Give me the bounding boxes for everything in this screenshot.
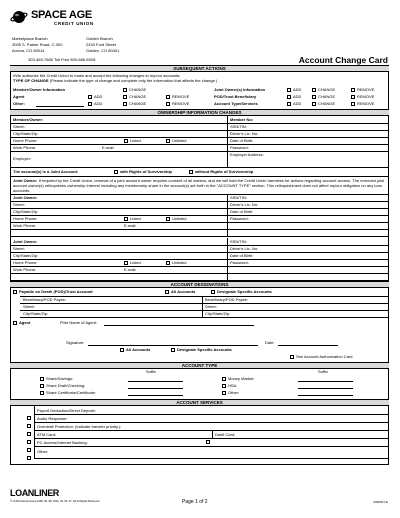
- row-divider: [34, 458, 389, 459]
- row-divider: [20, 317, 389, 318]
- row-divider: [10, 123, 389, 124]
- joint-owner-2-unlisted[interactable]: Unlisted: [166, 260, 186, 265]
- checkbox[interactable]: [123, 95, 127, 99]
- ssn-field[interactable]: SSN/TIN:: [230, 124, 247, 129]
- agent-date-field[interactable]: Date:: [265, 340, 275, 345]
- suffix-line: [128, 381, 183, 382]
- date-line: [278, 345, 338, 346]
- authorization-text: I/We authorize the Credit Union to make and accept the following changes to my/our accounts:: [13, 73, 181, 78]
- branch-marketplace-city: Aurora, CO 80014: [12, 48, 45, 53]
- overdraft-protection-label: Overdraft Protection: (Indicate transfer priority.):: [37, 424, 122, 429]
- checkbox[interactable]: [165, 290, 169, 294]
- joint-change-option[interactable]: CHANGE: [312, 87, 335, 92]
- suffix-line: [298, 395, 353, 396]
- page-number: Page 1 of 2: [182, 499, 208, 505]
- date-of-birth-field[interactable]: Date of Birth:: [230, 138, 254, 143]
- checkbox[interactable]: [124, 261, 128, 265]
- branch-marketplace-street: 3005 S. Parker Road, C-300: [12, 42, 63, 47]
- checkbox[interactable]: [351, 88, 355, 92]
- suffix-line: [298, 388, 353, 389]
- row-divider: [10, 130, 389, 131]
- checkbox[interactable]: [211, 290, 215, 294]
- member-owner-change-option[interactable]: CHANGE: [123, 87, 146, 92]
- beneficiary-1-field[interactable]: Beneficiary/POD Payee:: [23, 297, 67, 302]
- checkbox[interactable]: [351, 102, 355, 106]
- employer-address-field[interactable]: Employer Address:: [230, 152, 264, 157]
- agent-option[interactable]: Agent: [13, 320, 30, 325]
- money-market-option[interactable]: Money Market:: [222, 376, 254, 381]
- checkbox[interactable]: [120, 348, 124, 352]
- other-account-option[interactable]: Other:: [222, 390, 239, 395]
- agent-signature-field[interactable]: Signature:: [66, 340, 85, 345]
- joint-owner-2-email[interactable]: E-mail:: [124, 267, 137, 272]
- all-accounts-option[interactable]: All Accounts: [165, 289, 195, 294]
- designate-specific-option[interactable]: Designate Specific Accounts: [211, 289, 272, 294]
- joint-owner-1-city[interactable]: City/State/Zip:: [13, 209, 39, 214]
- row-divider: [10, 194, 389, 195]
- joint-owner-1-street[interactable]: Street:: [13, 202, 25, 207]
- debit-card-label: Debit Card:: [215, 432, 236, 437]
- row-divider: [10, 236, 389, 237]
- password-field[interactable]: Password:: [230, 145, 249, 150]
- joint-owner-2-dob[interactable]: Date of Birth:: [230, 253, 254, 258]
- planet-icon: [10, 8, 28, 26]
- checkbox[interactable]: [222, 377, 226, 381]
- agent-all-accounts-option[interactable]: All Accounts: [120, 347, 150, 352]
- suffix-header-right: Suffix: [318, 369, 328, 374]
- joint-owner-1-home-phone[interactable]: Home Phone:: [13, 216, 38, 221]
- checkbox[interactable]: [312, 95, 316, 99]
- row-divider: [10, 229, 389, 230]
- suffix-line: [128, 395, 183, 396]
- branch-golden-name: Golden Branch: [86, 36, 113, 41]
- row-divider: [10, 266, 389, 267]
- checkbox[interactable]: [123, 88, 127, 92]
- section-account-services: ACCOUNT SERVICES: [10, 399, 389, 406]
- without-survivorship-option[interactable]: without Rights of Survivorship: [189, 169, 253, 174]
- joint-owner-info-label: Joint Owner(s) Information: [214, 87, 266, 92]
- joint-owner-disclosure: Joint Owner: If required by the Credit Union, removal of a joint account owner requires consent of all owners, and we will hold the Credit Union harmless for actions regarding account access. The removed joint account owner(s) relinquishes ownership interest including any membership share in the account(s) set forth in the "ACCOUNT TYPE" section. This relinquishment does not affect my/our obligation on any loan accounts.: [13, 178, 385, 193]
- member-no-field[interactable]: Member No:: [230, 117, 254, 122]
- home-phone-field[interactable]: Home Phone:: [13, 138, 38, 143]
- row-divider: [34, 422, 389, 423]
- unlisted-option[interactable]: Unlisted: [166, 138, 186, 143]
- pod-remove-option[interactable]: REMOVE: [351, 94, 374, 99]
- checkbox[interactable]: [166, 139, 170, 143]
- suffix-line: [128, 388, 183, 389]
- pod-add-option[interactable]: ADD: [287, 94, 301, 99]
- row-divider: [10, 208, 389, 209]
- joint-owner-2-dl[interactable]: Driver's Lic. No:: [230, 246, 259, 251]
- agent-row-label: Agent: [13, 94, 25, 99]
- checkbox[interactable]: [312, 88, 316, 92]
- joint-owner-2-work-phone[interactable]: Work Phone:: [13, 267, 37, 272]
- copyright-text: © CUNA Mutual Group 1990, 96, 98, 2003, 03, 06, 07, 09 All Rights Reserved: [10, 500, 100, 503]
- other-service-label: Other:: [37, 449, 49, 454]
- row-divider: [10, 176, 389, 177]
- joint-owner-1-unlisted[interactable]: Unlisted: [166, 216, 186, 221]
- print-name-line: [104, 325, 254, 326]
- joint-remove-option[interactable]: REMOVE: [351, 87, 374, 92]
- checkbox[interactable]: [27, 456, 31, 460]
- beneficiary-2-field[interactable]: Beneficiary/POD Payee:: [205, 297, 249, 302]
- beneficiary-1-street[interactable]: Street:: [23, 304, 35, 309]
- beneficiary-2-city[interactable]: City/State/Zip:: [205, 311, 231, 316]
- services-add-option[interactable]: ADD: [287, 101, 301, 106]
- checkbox[interactable]: [40, 384, 44, 388]
- checkbox[interactable]: [123, 102, 127, 106]
- joint-owner-2-field[interactable]: Joint Owner:: [13, 239, 38, 244]
- checkbox[interactable]: [40, 377, 44, 381]
- row-divider: [10, 273, 389, 274]
- city-state-zip-field[interactable]: City/State/Zip:: [13, 131, 39, 136]
- agent-remove-option[interactable]: REMOVE: [166, 94, 189, 99]
- member-owner-info-label: Member/Owner Information: [13, 87, 66, 92]
- loanliner-logo: LOANLINER: [10, 488, 59, 498]
- payroll-deduction-label: Payroll Deduction/Direct Deposit:: [37, 408, 96, 413]
- joint-owner-1-password[interactable]: Password:: [230, 216, 249, 221]
- service-checkbox-debit[interactable]: [206, 433, 212, 451]
- section-account-designations: ACCOUNT DESIGNATIONS: [10, 281, 389, 288]
- joint-owner-1-email[interactable]: E-mail:: [124, 223, 137, 228]
- joint-owner-2-ssn[interactable]: SSN/TIN:: [230, 239, 247, 244]
- email-field[interactable]: E-mail:: [102, 145, 115, 150]
- atm-card-label: ATM Card:: [37, 432, 57, 437]
- listed-option[interactable]: Listed: [124, 138, 141, 143]
- checkbox[interactable]: [13, 290, 17, 294]
- share-savings-option[interactable]: Share/Savings:: [40, 376, 73, 381]
- drivers-license-field[interactable]: Driver's Lic. No:: [230, 131, 259, 136]
- joint-account-label: The account(s) is a Joint Account:: [13, 169, 79, 174]
- suffix-header-left: Suffix: [146, 369, 156, 374]
- checkbox[interactable]: [222, 391, 226, 395]
- row-divider: [10, 259, 389, 260]
- checkbox[interactable]: [351, 95, 355, 99]
- suffix-line: [298, 381, 353, 382]
- joint-owner-1-work-phone[interactable]: Work Phone:: [13, 223, 37, 228]
- form-title: Account Change Card: [298, 55, 388, 65]
- with-survivorship-option[interactable]: with Rights of Survivorship: [114, 169, 172, 174]
- checkbox[interactable]: [166, 261, 170, 265]
- share-certificate-option[interactable]: Share Certificate/Certificate:: [40, 390, 96, 395]
- checkbox[interactable]: [290, 355, 294, 359]
- work-phone-field[interactable]: Work Phone:: [13, 145, 37, 150]
- section-subsequent-actions: SUBSEQUENT ACTIONS: [10, 65, 389, 72]
- row-divider: [34, 414, 389, 415]
- member-owner-field[interactable]: Member/Owner:: [13, 117, 44, 122]
- checkbox[interactable]: [114, 170, 118, 174]
- type-of-change-instruction: (Please indicate the type of change and complete only the information that affects the change.): [48, 78, 218, 83]
- type-of-change-label: TYPE OF CHANGE: [13, 78, 49, 83]
- logo-subtitle: CREDIT UNION: [54, 21, 94, 26]
- services-change-option[interactable]: CHANGE: [312, 101, 335, 106]
- pod-beneficiary-label: POD/Trust Beneficiary: [214, 94, 257, 99]
- joint-owner-1-ssn[interactable]: SSN/TIN:: [230, 195, 247, 200]
- row-divider: [10, 215, 389, 216]
- checkbox[interactable]: [312, 102, 316, 106]
- other-line: [36, 106, 84, 107]
- form-code: 0060507-E: [373, 500, 388, 504]
- joint-owner-1-listed[interactable]: Listed: [124, 216, 141, 221]
- checkbox[interactable]: [40, 391, 44, 395]
- logo: [10, 8, 120, 30]
- joint-owner-1-field[interactable]: Joint Owner:: [13, 195, 38, 200]
- checkbox[interactable]: [287, 88, 291, 92]
- type-of-change-line: [13, 78, 217, 83]
- pc-access-label: PC Access/Internet Banking:: [37, 440, 88, 445]
- logo-name: SPACE AGE: [31, 9, 92, 21]
- joint-owner-2-home-phone[interactable]: Home Phone:: [13, 260, 38, 265]
- row-divider: [10, 144, 389, 145]
- checkbox[interactable]: [166, 102, 170, 106]
- beneficiary-2-street[interactable]: Street:: [205, 304, 217, 309]
- account-type-services-label: Account Type/Services: [214, 101, 258, 106]
- row-divider: [10, 201, 389, 202]
- checkbox[interactable]: [124, 139, 128, 143]
- branch-marketplace-name: Marketplace Branch: [12, 36, 48, 41]
- checkbox[interactable]: [166, 95, 170, 99]
- employer-field[interactable]: Employer:: [13, 156, 32, 161]
- column-divider: [212, 430, 213, 438]
- pod-change-option[interactable]: CHANGE: [312, 94, 335, 99]
- beneficiary-1-city[interactable]: City/State/Zip:: [23, 311, 49, 316]
- joint-owner-1-dl[interactable]: Driver's Lic. No:: [230, 202, 259, 207]
- checkbox[interactable]: [222, 384, 226, 388]
- joint-owner-2-city[interactable]: City/State/Zip:: [13, 253, 39, 258]
- share-draft-option[interactable]: Share Draft/Checking:: [40, 383, 85, 388]
- checkbox[interactable]: [287, 95, 291, 99]
- other-remove-option[interactable]: REMOVE: [166, 101, 189, 106]
- agent-add-option[interactable]: ADD: [88, 94, 102, 99]
- checkbox[interactable]: [88, 95, 92, 99]
- other-add-option[interactable]: ADD: [88, 101, 102, 106]
- hsa-option[interactable]: HSA:: [222, 383, 237, 388]
- checkbox[interactable]: [166, 217, 170, 221]
- see-authorization-option[interactable]: See Account Authorization Card: [290, 354, 352, 359]
- joint-owner-1-dob[interactable]: Date of Birth:: [230, 209, 254, 214]
- agent-designate-specific-option[interactable]: Designate Specific Accounts: [171, 347, 232, 352]
- joint-owner-2-listed[interactable]: Listed: [124, 260, 141, 265]
- joint-owner-2-password[interactable]: Password:: [230, 260, 249, 265]
- other-change-option[interactable]: CHANGE: [123, 101, 146, 106]
- branch-golden-street: 2433 Ford Street: [86, 42, 117, 47]
- checkbox[interactable]: [206, 440, 210, 444]
- row-divider: [10, 245, 389, 246]
- checkbox[interactable]: [13, 321, 17, 325]
- checkbox[interactable]: [171, 348, 175, 352]
- street-field[interactable]: Street:: [13, 124, 25, 129]
- phone-numbers: 303-369-7666 Toll Free 800-666-6928: [28, 57, 96, 62]
- row-divider: [10, 151, 389, 152]
- services-remove-option[interactable]: REMOVE: [351, 101, 374, 106]
- service-checkbox-6[interactable]: [27, 449, 33, 467]
- column-divider: [202, 296, 203, 317]
- row-divider: [10, 167, 389, 168]
- checkbox[interactable]: [287, 102, 291, 106]
- checkbox[interactable]: [124, 217, 128, 221]
- row-divider: [10, 137, 389, 138]
- joint-add-option[interactable]: ADD: [287, 87, 301, 92]
- checkbox[interactable]: [189, 170, 193, 174]
- section-account-type: ACCOUNT TYPE: [10, 362, 389, 369]
- branch-golden-city: Golden, CO 80401: [86, 48, 120, 53]
- print-name-agent-field[interactable]: Print Name of Agent:: [60, 320, 97, 325]
- signature-line: [88, 345, 258, 346]
- row-divider: [10, 222, 389, 223]
- other-row-label: Other:: [13, 101, 25, 106]
- agent-change-option[interactable]: CHANGE: [123, 94, 146, 99]
- checkbox[interactable]: [88, 102, 92, 106]
- section-ownership-changes: OWNERSHIP INFORMATION CHANGES: [10, 109, 389, 116]
- pod-trust-option[interactable]: Payable on Death (POD)/Trust Account: [13, 289, 93, 294]
- joint-owner-2-street[interactable]: Street:: [13, 246, 25, 251]
- audio-response-label: Audio Response:: [37, 416, 68, 421]
- row-divider: [10, 252, 389, 253]
